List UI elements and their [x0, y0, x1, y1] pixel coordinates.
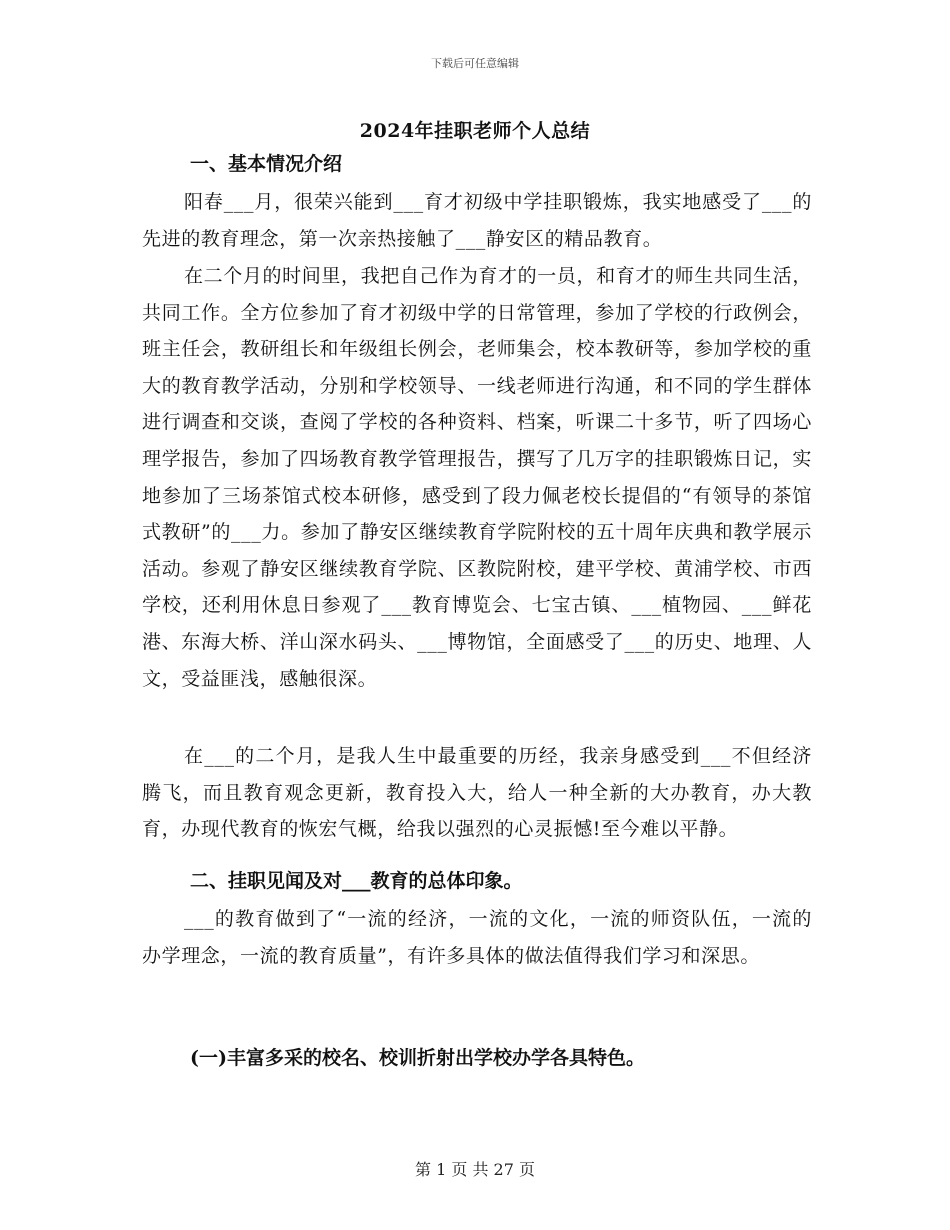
section-heading-1: 一、基本情况介绍 [190, 153, 343, 175]
section-heading-2: 二、挂职见闻及对___教育的总体印象。 [190, 870, 523, 892]
paragraph-2: 在二个月的时间里，我把自己作为育才的一员，和育才的师生共同生活，共同工作。全方位参加了育才初级中学的日常管理，参加了学校的行政例会，班主任会，教研组长和年级组长例会，老师集会，校本教研等，参加学校的重大的教育教学活动，分别和学校领导、一线老师进行沟通，和不同的学生群体进行调查和交谈，查阅了学校的各种资料、档案，听课二十多节，听了四场心理学报告，参加了四场教育教学管理报告，撰写了几万字的挂职锻炼日记，实地参加了三场茶馆式校本研修，感受到了段力佩老校长提倡的“有领导的茶馆式教研”的___力。参加了静安区继续教育学院附校的五十周年庆典和教学展示活动。参观了静安区继续教育学院、区教院附校，建平学校、黄浦学校、市西学校，还利用休息日参观了___教育博览会、七宝古镇、___植物园、___鲜花港、东海大桥、洋山深水码头、___博物馆，全面感受了___的历史、地理、人文，受益匪浅，感触很深。 [142, 265, 812, 690]
paragraph-1: 阳春___月，很荣兴能到___育才初级中学挂职锻炼，我实地感受了___的先进的教育理念，第一次亲热接触了___静安区的精品教育。 [142, 191, 812, 250]
paragraph-3: 在___的二个月，是我人生中最重要的历经，我亲身感受到___不但经济腾飞，而且教育观念更新，教育投入大，给人一种全新的大办教育，办大教育，办现代教育的恢宏气概，给我以强烈的心灵振憾!至今难以平静。 [142, 745, 812, 841]
paragraph-4: ___的教育做到了“一流的经济，一流的文化，一流的师资队伍，一流的办学理念，一流的教育质量”，有许多具体的做法值得我们学习和深思。 [142, 908, 812, 967]
page-number-footer: 第 1 页 共 27 页 [415, 1160, 535, 1179]
page-header-note: 下载后可任意编辑 [431, 57, 519, 70]
subsection-heading-1: (一)丰富多采的校名、校训折射出学校办学各具特色。 [190, 1047, 645, 1069]
document-title: 2024年挂职老师个人总结 [359, 120, 591, 142]
